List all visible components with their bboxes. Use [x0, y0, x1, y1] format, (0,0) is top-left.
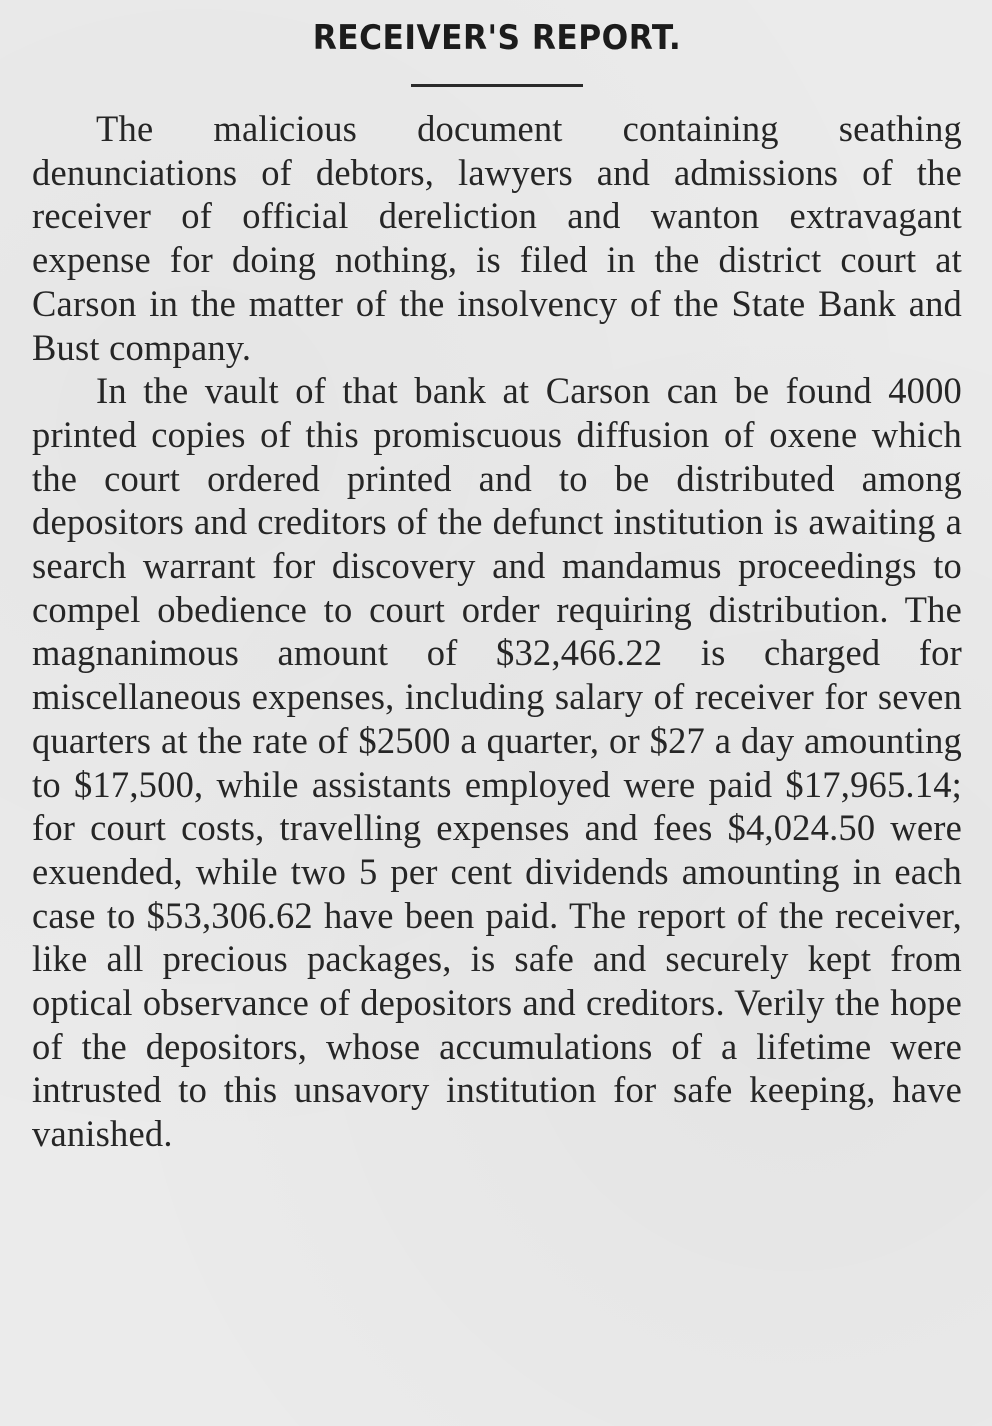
article-body: [32, 107, 962, 1156]
article-paragraph-2: In the vault of that bank at Carson can be found 4000 printed copies of this promiscuous diffusion of oxene which the court ordered printed and to be distributed among depositors and creditors of the defunct institution is awaiting a search warrant for discovery and mandamus proceedings to compel obedience to court order requiring distribution. The magnanimous amount of $32,466.22 is charged for miscellaneous expenses, including salary of receiver for seven quarters at the rate of $2500 a quarter, or $27 a day amounting to $17,500, while assistants employed were paid $17,965.14; for court costs, travelling expenses and fees $4,024.50 were exuended, while two 5 per cent dividends amounting in each case to $53,306.62 have been paid. The report of the receiver, like all precious packages, is safe and securely kept from optical observance of depositors and creditors. Verily the hope of the depositors, whose accumulations of a lifetime were intrusted to this unsavory institution for safe keeping, have vanished.: [32, 370, 962, 1155]
article-paragraph-1: The malicious document containing seathing denunciations of debtors, lawyers and admissions of the receiver of official dereliction and wanton extravagant expense for doing nothing, is filed in the district court at Carson in the matter of the insolvency of the State Bank and Bust company.: [32, 108, 962, 368]
headline-divider: [411, 84, 583, 87]
article-headline: RECEIVER'S REPORT.: [312, 18, 682, 58]
